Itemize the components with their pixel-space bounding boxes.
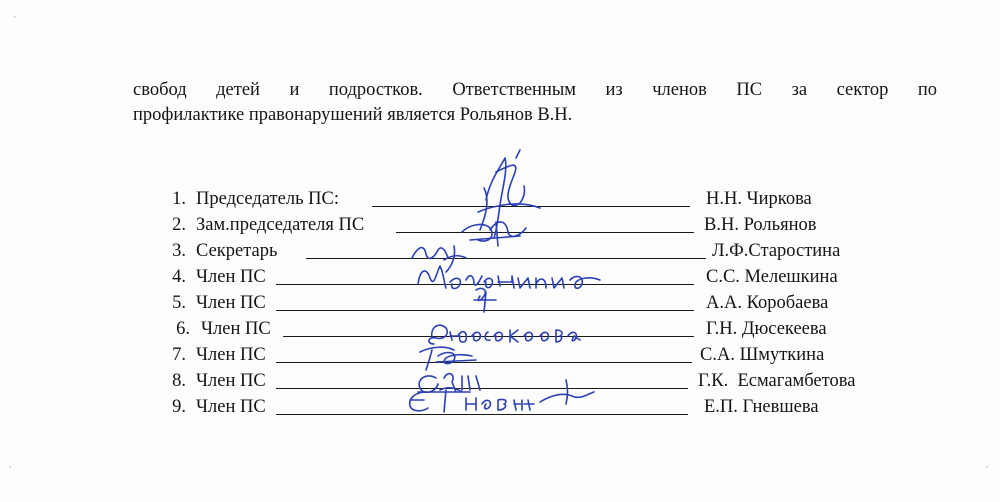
role-label: Член ПС (196, 293, 266, 313)
signature-line (283, 336, 694, 337)
signatory-name: А.А. Коробаева (706, 293, 829, 313)
signature-line (276, 388, 688, 389)
signatory-name: С.А. Шмуткина (700, 345, 825, 365)
role-label: Секретарь (196, 241, 278, 261)
signatory-row (0, 291, 1000, 315)
signatory-name: Г.К. Есмагамбетова (698, 371, 856, 391)
signatory-name: Г.Н. Дюсекеева (706, 319, 827, 339)
signatory-name: С.С. Мелешкина (706, 267, 838, 287)
signatory-row (0, 395, 1000, 419)
signature-line (276, 310, 694, 311)
role-label: Член ПС (196, 267, 266, 287)
role-label: Член ПС (196, 345, 266, 365)
row-number: 2. (172, 215, 186, 235)
signature-line (276, 362, 692, 363)
signatory-row (0, 369, 1000, 393)
signatory-name: Е.П. Гневшева (704, 397, 819, 417)
signatory-row (0, 317, 1000, 341)
signature-line (372, 206, 690, 207)
signatory-name: В.Н. Рольянов (704, 215, 817, 235)
signature-line (276, 284, 694, 285)
row-number: 5. (172, 293, 186, 313)
role-label: Член ПС (196, 371, 266, 391)
row-number: 7. (172, 345, 186, 365)
paragraph-line-1: свобод детей и подростков. Ответственным из членов ПС за сектор по (133, 80, 937, 100)
paragraph-line-2: профилактике правонарушений является Рольянов В.Н. (133, 105, 573, 125)
role-label: Член ПС (196, 397, 266, 417)
row-number: 6. (176, 319, 190, 339)
row-number: 3. (172, 241, 186, 261)
role-label: Член ПС (201, 319, 271, 339)
signatory-row (0, 187, 1000, 211)
signatory-row (0, 213, 1000, 237)
role-label: Зам.председателя ПС (196, 215, 365, 235)
row-number: 8. (172, 371, 186, 391)
body-paragraph (133, 78, 937, 128)
signatory-row (0, 239, 1000, 263)
signatory-row (0, 343, 1000, 367)
row-number: 1. (172, 189, 186, 209)
scan-speck (986, 466, 988, 468)
row-number: 9. (172, 397, 186, 417)
scan-speck (9, 466, 11, 468)
signatory-name: Н.Н. Чиркова (706, 189, 812, 209)
signature-line (396, 232, 694, 233)
signature-line (306, 258, 706, 259)
scan-speck (14, 16, 16, 18)
signatory-name: Л.Ф.Старостина (712, 241, 841, 261)
signatory-row (0, 265, 1000, 289)
role-label: Председатель ПС: (196, 189, 339, 209)
row-number: 4. (172, 267, 186, 287)
signature-line (276, 414, 688, 415)
